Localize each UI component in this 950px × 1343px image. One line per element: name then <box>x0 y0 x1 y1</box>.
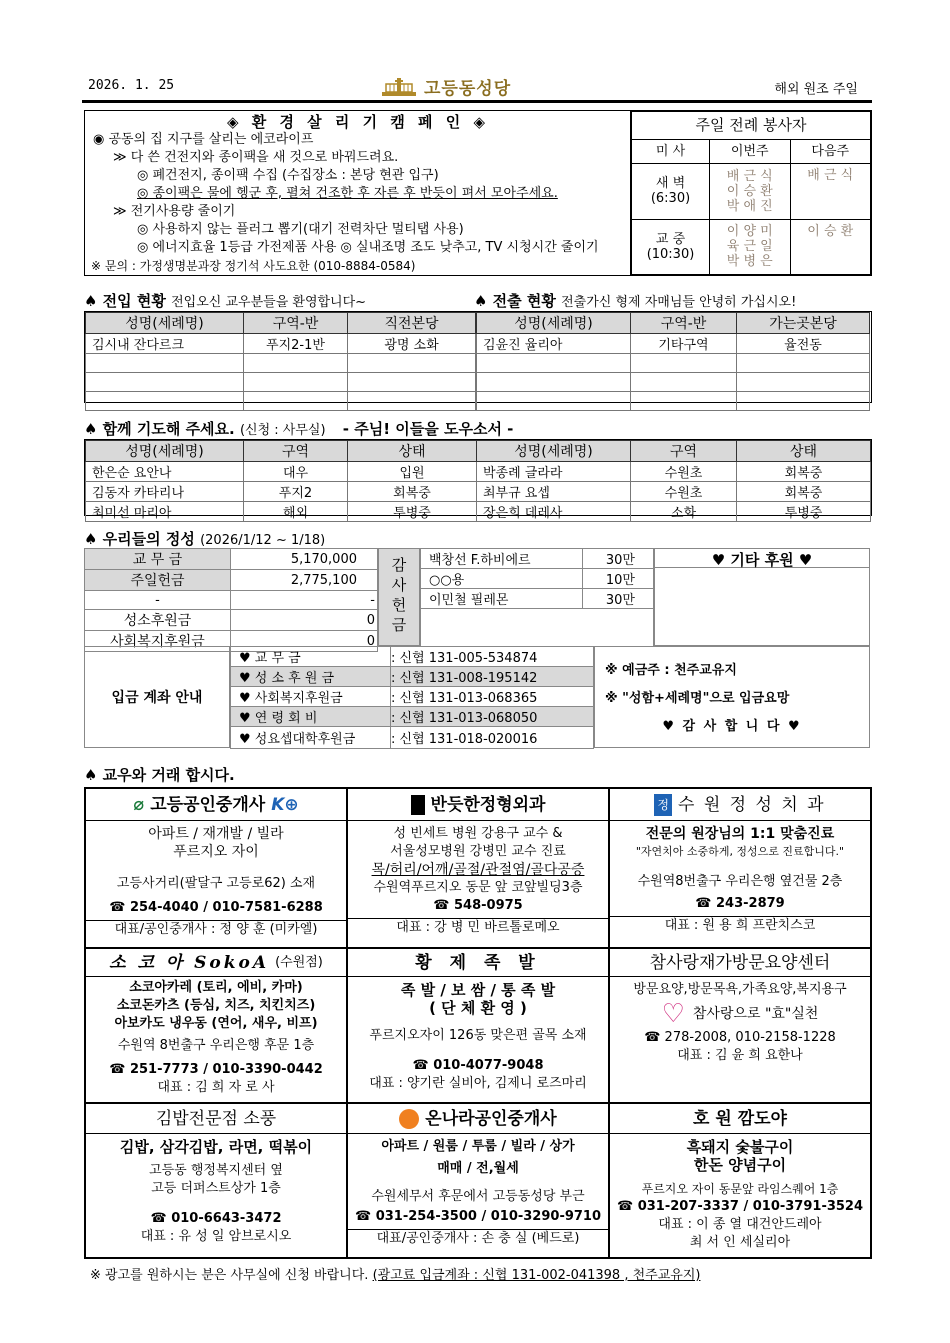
ad-gimbap <box>85 1103 347 1258</box>
prayer-title: ♠ 함께 기도해 주세요. <box>84 420 235 438</box>
prayer-cell: 박종례 글라라 <box>477 462 631 482</box>
ad-header <box>610 789 870 821</box>
ad-line: 성 빈세트 병원 강용구 교수 & <box>393 826 563 841</box>
account-name: ♥ 성 소 후 원 금 <box>231 667 391 687</box>
campaign-line: ◎ 폐건전지, 종이팩 수집 (수집장소 : 본당 현관 입구) <box>137 168 439 183</box>
campaign-line: ◎ 에너지효율 1등급 가전제품 사용 ◎ 실내조명 조도 낮추고, TV 시청시간 줄이기 <box>137 240 599 255</box>
deposit-memo: ※ "성함+세례명"으로 입금요망 <box>605 691 790 706</box>
server-name: 박 병 은 <box>726 254 773 270</box>
account-number: : 신협 131-018-020016 <box>391 727 594 749</box>
account-number: : 신협 131-013-068050 <box>391 707 594 727</box>
thanks-amount: 30만 <box>583 589 654 609</box>
move-in-header: 성명(세례명) <box>86 313 244 334</box>
ad-line: 김밥, 삼각김밥, 라면, 떡볶이 <box>119 1138 313 1156</box>
move-out-cell <box>631 354 737 373</box>
prayer-request: (신청 : 사무실) <box>239 423 326 438</box>
offering-title: ♠ 우리들의 정성 <box>84 530 195 548</box>
ad-phone: ☎ 010-4077-9048 <box>412 1058 544 1073</box>
mass-time: (10:30) <box>646 246 695 262</box>
prayer-cell: 회복중 <box>737 462 871 482</box>
ad-title: 온나라공인중개사 <box>425 1108 557 1129</box>
ad-line: 목/허리/어깨/골절/관절염/골다공증 <box>371 862 585 878</box>
thanks-name: 이민철 필레몬 <box>421 589 583 609</box>
ad-phone: ☎ 243-2879 <box>695 896 785 911</box>
prayer-cell: 한은순 요안나 <box>86 462 244 482</box>
ad-care-center <box>609 948 871 1103</box>
move-out-cell <box>477 354 631 373</box>
move-in-heading <box>84 290 366 311</box>
offering-label: 교 무 금 <box>85 549 231 570</box>
ad-owner: 대표 : 강 병 민 바르톨로메오 <box>348 918 608 937</box>
environment-campaign-box <box>84 110 632 276</box>
mass-name: 새 벽 <box>655 176 686 192</box>
thanks-label-box <box>378 548 420 646</box>
sunday-name: 해외 원조 주일 <box>774 82 858 97</box>
ad-title: 참사랑재가방문요양센터 <box>649 952 831 973</box>
parish-name: 고등동성당 <box>424 78 512 99</box>
ad-line: 수원역푸르지오 동문 앞 코앞빌딩3층 <box>373 880 583 895</box>
move-in-header: 구역-반 <box>244 313 348 334</box>
ad-header <box>348 789 608 821</box>
ad-line: ( 단 체 환 영 ) <box>429 999 527 1017</box>
church-icon <box>380 74 418 98</box>
ad-owner: 대표 : 원 용 희 프란치스코 <box>610 916 870 935</box>
move-out-cell: 기타구역 <box>631 334 737 354</box>
ad-line: 아파트 / 원룸 / 투룸 / 빌라 / 상가 <box>381 1139 575 1154</box>
move-out-header: 구역-반 <box>631 313 737 334</box>
move-in-cell: 푸지2-1반 <box>244 334 348 354</box>
other-support-title: ♥ 기타 후원 ♥ <box>654 548 870 568</box>
ad-header <box>86 949 346 977</box>
ad-title: 수 원 정 성 치 과 <box>678 794 826 815</box>
move-out-header: 성명(세례명) <box>477 313 631 334</box>
move-out-cell: 율전동 <box>737 334 870 354</box>
campaign-line: ≫ 전기사용량 줄이기 <box>113 204 236 219</box>
ad-owner: 대표 : 김 윤 희 요한나 <box>677 1048 803 1063</box>
footer-text: ※ 광고를 원하시는 분은 사무실에 신청 바랍니다. <box>90 1268 369 1283</box>
ad-line: 고등동 행정복지센터 옆 <box>149 1163 283 1178</box>
offering-amount: 0 <box>231 610 378 631</box>
move-out-table <box>476 312 870 411</box>
prayer-cell: 소화 <box>631 502 737 522</box>
mass-name: 교 중 <box>655 231 686 247</box>
thanks-list <box>420 548 654 647</box>
ad-phone: ☎ 031-254-3500 / 010-3290-9710 <box>354 1209 602 1224</box>
thanks-amount: 10만 <box>583 569 654 589</box>
offering-amount: 2,775,100 <box>231 570 378 591</box>
prayer-cell: 장은희 데레사 <box>477 502 631 522</box>
move-in-subtitle: 전입오신 교우분들을 환영합니다~ <box>171 295 367 310</box>
prayer-header: 구역 <box>631 441 737 462</box>
prayer-cell: 대우 <box>244 462 348 482</box>
move-in-table <box>85 312 476 411</box>
ad-line: 방문요양,방문목욕,가족요양,복지용구 <box>633 982 847 997</box>
account-number: : 신협 131-005-534874 <box>391 647 594 667</box>
leaf-icon: ⌀ <box>133 793 145 815</box>
move-in-cell <box>244 392 348 411</box>
ad-title: 반듯한정형외과 <box>430 794 546 815</box>
logo-icon: K⊕ <box>271 794 299 815</box>
logo-icon <box>411 795 425 815</box>
prayer-header: 상태 <box>737 441 871 462</box>
ad-line: 고등 더퍼스트상가 1층 <box>151 1181 281 1196</box>
move-out-cell <box>477 392 631 411</box>
ad-line: 수원역 8번출구 우리은행 후문 1층 <box>117 1038 315 1053</box>
ad-title: 김밥전문점 소풍 <box>155 1108 277 1129</box>
thanks-name: ○○용 <box>421 569 583 589</box>
bulletin-header-center <box>380 72 570 100</box>
prayer-table-box <box>84 439 872 521</box>
offering-period: (2026/1/12 ~ 1/18) <box>200 533 326 548</box>
ad-line: 푸르지오자이 126동 맞은편 골목 소재 <box>369 1028 587 1043</box>
prayer-header: 성명(세례명) <box>477 441 631 462</box>
prayer-header: 상태 <box>348 441 477 462</box>
move-in-cell <box>244 354 348 373</box>
liturgy-servers-table <box>630 110 872 276</box>
prayer-cell: 입원 <box>348 462 477 482</box>
ad-onnara <box>347 1103 609 1258</box>
accounts-table <box>230 646 594 749</box>
thank-you-text: ♥ 감 사 합 니 다 ♥ <box>662 719 802 734</box>
campaign-line: ◎ 사용하지 않는 플러그 뽑기(대기 전력차단 멀티탭 사용) <box>137 222 464 237</box>
offering-label: 성소후원금 <box>85 610 231 631</box>
ad-line: 한돈 양념구이 <box>693 1156 787 1174</box>
ad-header <box>348 1104 608 1134</box>
account-label: 입금 계좌 안내 <box>84 646 230 748</box>
logo-icon: 정 <box>654 794 672 816</box>
ad-line: 흑돼지 숯불구이 <box>686 1138 794 1156</box>
heart-logo-icon: ♡ <box>661 999 685 1029</box>
ad-phone: ☎ 010-6643-3472 <box>150 1211 282 1226</box>
prayer-cell: 회복중 <box>348 482 477 502</box>
ad-line: 고등사거리(팔달구 고등로62) 소재 <box>116 876 316 891</box>
ad-line: 참사랑으로 "효"실천 <box>692 1006 819 1022</box>
ad-line: 소코아카레 (토리, 에비, 카마) <box>129 980 303 995</box>
ads-grid <box>84 787 872 1259</box>
servers-title: 주일 전례 봉사자 <box>632 112 871 140</box>
offering-heading <box>84 528 325 549</box>
account-name: ♥ 교 무 금 <box>231 647 391 667</box>
ad-header <box>86 1104 346 1134</box>
prayer-motto: - 주님! 이들을 도우소서 - <box>342 420 514 438</box>
move-in-cell <box>86 373 244 392</box>
ad-owner: 대표 : 이 종 열 대건안드레아 <box>658 1217 822 1232</box>
servers-col-this: 이번주 <box>710 140 791 164</box>
campaign-line: ◉ 공동의 집 지구를 살리는 에코라이프 <box>93 132 314 147</box>
ad-line: 매매 / 전,월세 <box>437 1161 519 1176</box>
prayer-cell: 투병중 <box>737 502 871 522</box>
move-in-cell: 광명 소화 <box>348 334 476 354</box>
ad-line: 푸르지오 자이 <box>173 844 259 860</box>
prayer-table <box>85 440 871 522</box>
move-in-cell <box>348 392 476 411</box>
ad-owner: 대표/공인중개사 : 손 충 실 (베드로) <box>348 1229 608 1248</box>
ad-header <box>86 789 346 821</box>
ad-phone: ☎ 251-7773 / 010-3390-0442 <box>109 1062 323 1077</box>
ad-real-estate-godeung <box>85 788 347 948</box>
ad-line: 아보카도 냉우동 (연어, 새우, 비프) <box>114 1016 318 1031</box>
offering-label: - <box>85 591 231 610</box>
campaign-line: ≫ 다 쓴 건전지와 종이팩을 새 것으로 바꿔드려요. <box>113 150 399 165</box>
offering-amount: - <box>231 591 378 610</box>
ad-header <box>610 1104 870 1134</box>
ad-bbq <box>609 1103 871 1258</box>
ad-sokoa <box>85 948 347 1103</box>
footer-note <box>90 1264 700 1283</box>
ad-owner: 대표 : 양기란 실비아, 김제니 로즈마리 <box>369 1076 587 1091</box>
ad-phone: ☎ 278-2008, 010-2158-1228 <box>644 1030 836 1045</box>
ad-title: 소 코 아 SokoA <box>109 952 270 973</box>
account-holder: ※ 예금주 : 천주교유지 <box>605 663 737 678</box>
prayer-cell: 수원초 <box>631 482 737 502</box>
move-out-heading <box>474 290 796 311</box>
ad-dental <box>609 788 871 948</box>
server-name: 이 양 미 <box>726 224 773 240</box>
move-in-cell <box>86 392 244 411</box>
transfer-tables <box>84 311 872 403</box>
ad-line: 수원역8번출구 우리은행 옆건물 2층 <box>637 874 843 889</box>
move-out-cell <box>737 373 870 392</box>
offering-box <box>84 548 870 748</box>
thanks-label: 감사헌금 <box>389 557 408 637</box>
move-out-title: ♠ 전출 현황 <box>474 292 556 310</box>
move-in-cell <box>348 373 476 392</box>
move-out-cell <box>737 392 870 411</box>
move-in-cell: 김시내 잔다르크 <box>86 334 244 354</box>
prayer-cell: 김동자 카타리나 <box>86 482 244 502</box>
campaign-title: ◈ 환 경 살 리 기 캠 페 인 ◈ <box>227 113 489 131</box>
ad-line: 족 발 / 보 쌈 / 통 족 발 <box>400 981 556 999</box>
prayer-cell: 해외 <box>244 502 348 522</box>
move-in-title: ♠ 전입 현황 <box>84 292 166 310</box>
ad-header <box>348 949 608 977</box>
ad-header <box>610 949 870 977</box>
ads-title: ♠ 교우와 거래 합시다. <box>84 766 235 784</box>
prayer-cell: 푸지2 <box>244 482 348 502</box>
move-out-header: 가는곳본당 <box>737 313 870 334</box>
ad-line: "자연치아 소중하게, 정성으로 진료합니다." <box>635 845 845 858</box>
server-name: 박 애 진 <box>726 198 773 214</box>
prayer-cell: 최부규 요셉 <box>477 482 631 502</box>
move-out-cell <box>737 354 870 373</box>
ad-jokbal <box>347 948 609 1103</box>
move-in-cell <box>348 354 476 373</box>
ad-logo-row <box>610 999 870 1029</box>
offering-amounts <box>84 548 378 652</box>
move-out-cell <box>631 373 737 392</box>
ad-line: 소코돈카츠 (등심, 치즈, 치킨치즈) <box>116 998 316 1013</box>
move-out-cell <box>477 373 631 392</box>
offering-label: 주일헌금 <box>85 570 231 591</box>
ad-phone: ☎ 254-4040 / 010-7581-6288 <box>109 900 323 915</box>
prayer-cell: 최미선 마리아 <box>86 502 244 522</box>
account-name: ♥ 성요셉대학후원금 <box>231 727 391 749</box>
move-out-cell: 김윤진 율리아 <box>477 334 631 354</box>
thanks-name: 백창선 F.하비에르 <box>421 549 583 569</box>
move-out-subtitle: 전출가신 형제 자매님들 안녕히 가십시오! <box>561 295 797 310</box>
header-divider <box>82 100 872 103</box>
server-name: 배 근 식 <box>726 168 773 184</box>
prayer-heading <box>84 418 513 439</box>
sun-logo-icon <box>399 1109 419 1129</box>
ad-phone: ☎ 548-0975 <box>433 898 523 913</box>
prayer-header: 구역 <box>244 441 348 462</box>
offering-label: 사회복지후원금 <box>85 631 231 652</box>
bulletin-date: 2026. 1. 25 <box>88 78 175 93</box>
move-in-cell <box>244 373 348 392</box>
server-name-next: 배 근 식 <box>790 164 871 220</box>
ad-title: 호 원 깜도야 <box>693 1108 787 1129</box>
offering-amount: 0 <box>231 631 378 652</box>
ad-line: 서울성모병원 강병민 교수 진료 <box>390 844 566 859</box>
account-number: : 신협 131-008-195142 <box>391 667 594 687</box>
ad-phone: ☎ 031-207-3337 / 010-3791-3524 <box>616 1199 864 1214</box>
account-number: : 신협 131-013-068365 <box>391 687 594 707</box>
ad-owner: 대표 : 김 희 자 로 사 <box>157 1080 275 1095</box>
account-name: ♥ 사회복지후원금 <box>231 687 391 707</box>
move-out-cell <box>631 392 737 411</box>
ad-line: 전문의 원장님의 1:1 맞춤진료 <box>645 826 835 842</box>
move-in-header: 직전본당 <box>348 313 476 334</box>
ad-title-suffix: (수원점) <box>275 954 323 970</box>
thanks-amount: 30만 <box>583 549 654 569</box>
servers-col-next: 다음주 <box>790 140 871 164</box>
ad-owner: 최 서 인 세실리아 <box>689 1235 791 1250</box>
ad-owner: 대표/공인중개사 : 정 양 훈 (미카엘) <box>86 920 346 939</box>
prayer-cell: 수원초 <box>631 462 737 482</box>
ad-line: 푸르지오 자이 동문앞 라임스퀘어 1층 <box>641 1182 839 1196</box>
prayer-cell: 회복중 <box>737 482 871 502</box>
ad-line: 수원세무서 후문에서 고등동성당 부근 <box>371 1189 585 1204</box>
campaign-line: ◎ 종이팩은 물에 헹군 후, 펼쳐 건조한 후 자른 후 반듯이 펴서 모아주세요. <box>137 186 558 201</box>
server-name: 육 근 일 <box>726 239 773 255</box>
server-name-next: 이 승 환 <box>790 219 871 275</box>
move-in-cell <box>86 354 244 373</box>
ad-title: 황 제 족 발 <box>415 952 541 973</box>
footer-account: (광고료 입금계좌 : 신협 131-002-041398 , 천주교유지) <box>372 1268 701 1283</box>
server-name: 이 승 환 <box>726 183 773 199</box>
deposit-info <box>594 646 870 748</box>
ad-title: 고등공인중개사 <box>150 794 266 815</box>
servers-col-mass: 미 사 <box>632 140 710 164</box>
offering-amount: 5,170,000 <box>231 549 378 570</box>
ad-line: 아파트 / 재개발 / 빌라 <box>148 826 284 842</box>
ad-owner: 대표 : 유 성 일 암브로시오 <box>140 1229 292 1244</box>
campaign-contact: ※ 문의 : 가정생명분과장 정기석 사도요한 (010-8884-0584) <box>91 259 416 273</box>
other-support-box <box>654 568 870 646</box>
ad-orthopedics <box>347 788 609 948</box>
prayer-header: 성명(세례명) <box>86 441 244 462</box>
prayer-cell: 투병중 <box>348 502 477 522</box>
mass-time: (6:30) <box>650 191 691 207</box>
account-name: ♥ 연 령 회 비 <box>231 707 391 727</box>
